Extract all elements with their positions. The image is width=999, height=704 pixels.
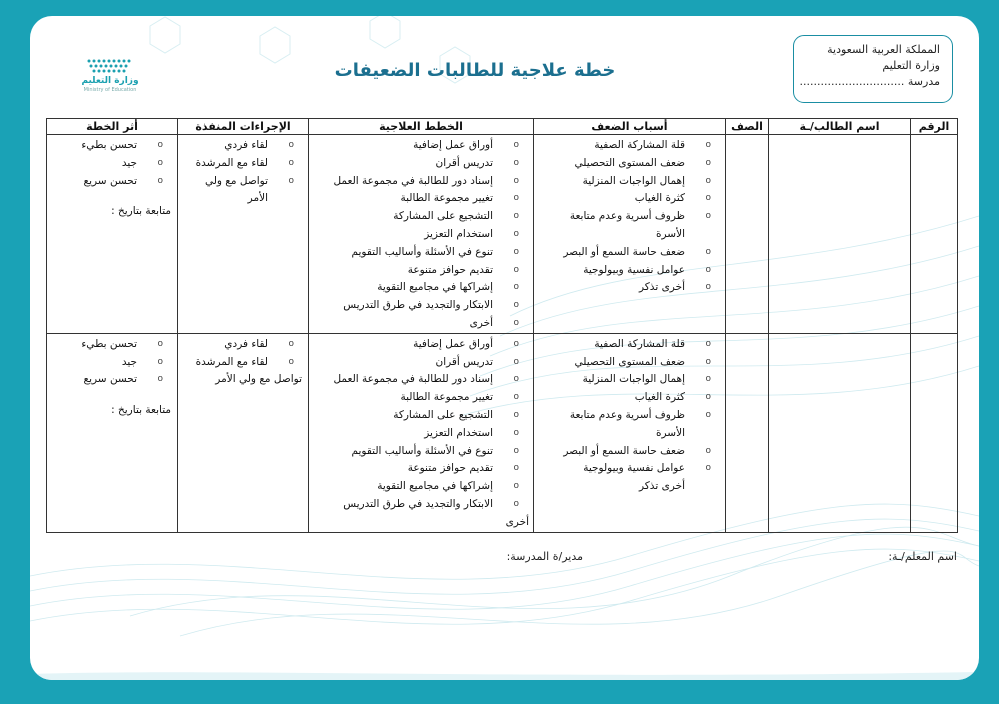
student-name-cell[interactable] bbox=[769, 135, 911, 334]
list-item: o استخدام التعزيز bbox=[313, 226, 527, 244]
actions-taken-cell bbox=[178, 135, 309, 334]
table-header-row bbox=[47, 119, 958, 135]
list-item: o كثرة الغياب bbox=[538, 190, 719, 208]
plan-effect-cell bbox=[47, 333, 178, 532]
list-item: o ظروف أسرية وعدم متابعة الأسرة bbox=[538, 407, 719, 443]
logo-arabic-text: وزارة التعليم bbox=[81, 76, 139, 86]
list-item: o قلة المشاركة الصفية bbox=[538, 336, 719, 354]
list-item: o تنوع في الأسئلة وأساليب التقويم bbox=[313, 443, 527, 461]
list-item: o التشجيع على المشاركة bbox=[313, 208, 527, 226]
list-item: o تغيير مجموعة الطالبة bbox=[313, 190, 527, 208]
list-item: o تدريس أقران bbox=[313, 155, 527, 173]
page-title: خطة علاجية للطالبات الضعيفات bbox=[334, 60, 616, 81]
list-item: o إشراكها في مجاميع التقوية bbox=[313, 279, 527, 297]
list-item: o إهمال الواجبات المنزلية bbox=[538, 371, 719, 389]
list-item: o قلة المشاركة الصفية bbox=[538, 137, 719, 155]
school-name-field: مدرسة .............................. bbox=[799, 75, 940, 88]
school-info-box bbox=[793, 35, 953, 103]
list-item: o إشراكها في مجاميع التقوية bbox=[313, 478, 527, 496]
weakness-reasons-cell bbox=[534, 333, 726, 532]
list-item: o التشجيع على المشاركة bbox=[313, 407, 527, 425]
parent-contact-text: تواصل مع ولي الأمر bbox=[215, 373, 302, 386]
list-item: o إسناد دور للطالبة في مجموعة العمل bbox=[313, 173, 527, 191]
list-item: o ضعف المستوى التحصيلي bbox=[538, 354, 719, 372]
logo-english-text: Ministry of Education bbox=[83, 87, 137, 93]
list-item: o أخرى تذكر bbox=[538, 279, 719, 297]
list-item: o كثرة الغياب bbox=[538, 389, 719, 407]
list-item: o أوراق عمل إضافية bbox=[313, 137, 527, 155]
other-reasons-text: أخرى تذكر bbox=[639, 480, 685, 493]
kingdom-name: المملكة العربية السعودية bbox=[827, 43, 940, 56]
list-item: o إهمال الواجبات المنزلية bbox=[538, 173, 719, 191]
list-item: o لقاء فردي bbox=[182, 137, 302, 155]
header-remedial-plans: الخطط العلاجية bbox=[309, 119, 534, 135]
header-number: الرقم bbox=[911, 119, 958, 135]
table-row bbox=[47, 333, 958, 532]
list-item: o ضعف حاسة السمع أو البصر bbox=[538, 244, 719, 262]
list-item: o عوامل نفسية وبيولوجية bbox=[538, 460, 719, 478]
list-item: o تحسن بطيء bbox=[51, 336, 171, 354]
list-item: o عوامل نفسية وبيولوجية bbox=[538, 262, 719, 280]
list-item: o تنوع في الأسئلة وأساليب التقويم bbox=[313, 244, 527, 262]
student-name-cell[interactable] bbox=[769, 333, 911, 532]
list-item: o تواصل مع ولي الأمر bbox=[182, 173, 302, 209]
followup-date-label: متابعة بتاريخ : bbox=[111, 205, 171, 218]
list-item: o الابتكار والتجديد في طرق التدريس bbox=[313, 496, 527, 514]
remedial-plan-table bbox=[46, 118, 958, 533]
teacher-name-label: اسم المعلم/ـة: bbox=[888, 550, 957, 563]
number-cell[interactable] bbox=[911, 333, 958, 532]
header-student-name: اسم الطالب/ـة bbox=[769, 119, 911, 135]
followup-date-label: متابعة بتاريخ : bbox=[111, 404, 171, 417]
list-item: o إسناد دور للطالبة في مجموعة العمل bbox=[313, 371, 527, 389]
list-item: o تحسن سريع bbox=[51, 173, 171, 191]
list-item: o تقديم حوافز متنوعة bbox=[313, 460, 527, 478]
list-item: o أخرى bbox=[313, 315, 527, 333]
remedial-plans-cell bbox=[309, 333, 534, 532]
header-actions-taken: الإجراءات المنفذة bbox=[178, 119, 309, 135]
header-plan-effect: أثر الخطة bbox=[47, 119, 178, 135]
bottom-wave-strip bbox=[30, 666, 979, 680]
ministry-name: وزارة التعليم bbox=[882, 59, 940, 72]
list-item: o تحسن سريع bbox=[51, 371, 171, 389]
list-item: o لقاء مع المرشدة bbox=[182, 155, 302, 173]
class-cell[interactable] bbox=[726, 135, 769, 334]
list-item: o تقديم حوافز متنوعة bbox=[313, 262, 527, 280]
worksheet-page bbox=[30, 16, 979, 680]
other-plans-text: أخرى bbox=[505, 515, 529, 528]
ministry-logo-icon bbox=[85, 58, 135, 74]
table-row bbox=[47, 135, 958, 334]
plan-effect-cell bbox=[47, 135, 178, 334]
list-item: o استخدام التعزيز bbox=[313, 425, 527, 443]
list-item: o أوراق عمل إضافية bbox=[313, 336, 527, 354]
weakness-reasons-cell bbox=[534, 135, 726, 334]
list-item: o الابتكار والتجديد في طرق التدريس bbox=[313, 297, 527, 315]
list-item: o ضعف المستوى التحصيلي bbox=[538, 155, 719, 173]
list-item: o تغيير مجموعة الطالبة bbox=[313, 389, 527, 407]
list-item: o تحسن بطيء bbox=[51, 137, 171, 155]
list-item: o ظروف أسرية وعدم متابعة الأسرة bbox=[538, 208, 719, 244]
list-item: o لقاء فردي bbox=[182, 336, 302, 354]
list-item: o تدريس أقران bbox=[313, 354, 527, 372]
header-class: الصف bbox=[726, 119, 769, 135]
ministry-logo bbox=[70, 58, 150, 93]
class-cell[interactable] bbox=[726, 333, 769, 532]
number-cell[interactable] bbox=[911, 135, 958, 334]
list-item: o جيد bbox=[51, 354, 171, 372]
principal-label: مدير/ة المدرسة: bbox=[506, 550, 583, 563]
header-weakness-reasons: أسباب الضعف bbox=[534, 119, 726, 135]
list-item: o جيد bbox=[51, 155, 171, 173]
remedial-plans-cell bbox=[309, 135, 534, 334]
list-item: o لقاء مع المرشدة bbox=[182, 354, 302, 372]
list-item: o ضعف حاسة السمع أو البصر bbox=[538, 443, 719, 461]
actions-taken-cell bbox=[178, 333, 309, 532]
